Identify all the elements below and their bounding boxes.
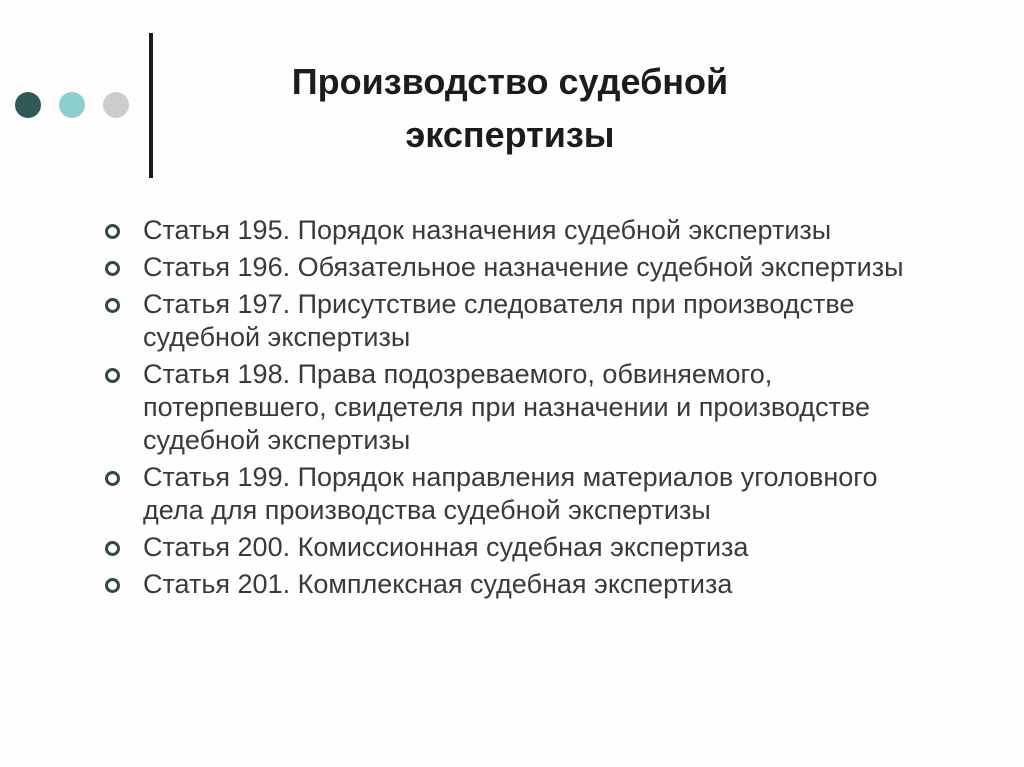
vertical-divider — [149, 33, 153, 178]
list-item-text: Статья 201. Комплексная судебная экспертиза — [143, 569, 733, 599]
dot-gray-icon — [103, 92, 129, 118]
bullet-ring-icon — [105, 471, 120, 486]
list-item-text: Статья 200. Комиссионная судебная экспертиза — [143, 532, 749, 562]
bullet-ring-icon — [105, 578, 120, 593]
bullet-ring-icon — [105, 541, 120, 556]
dot-dark-icon — [15, 92, 41, 118]
bullet-ring-icon — [105, 298, 120, 313]
bullet-ring-icon — [105, 368, 120, 383]
list-item — [103, 288, 943, 354]
list-item-text: Статья 195. Порядок назначения судебной экспертизы — [143, 215, 832, 245]
dot-teal-icon — [59, 92, 85, 118]
list-item — [103, 251, 943, 284]
list-item — [103, 461, 943, 527]
list-item — [103, 531, 943, 564]
list-item-text: Статья 197. Присутствие следователя при производстве судебной экспертизы — [143, 289, 855, 352]
bullet-ring-icon — [105, 224, 120, 239]
list-item-text: Статья 196. Обязательное назначение судебной экспертизы — [143, 252, 904, 282]
list-item — [103, 568, 943, 601]
bullet-ring-icon — [105, 261, 120, 276]
decorative-dots — [15, 92, 129, 118]
list-item — [103, 358, 943, 457]
slide-title: Производство судебной экспертизы — [291, 61, 729, 155]
list-item — [103, 214, 943, 247]
list-item-text: Статья 199. Порядок направления материалов уголовного дела для производства судебной экспертизы — [143, 462, 878, 525]
article-list — [103, 214, 983, 605]
list-item-text: Статья 198. Права подозреваемого, обвиняемого, потерпевшего, свидетеля при назначении и производстве судебной экспертизы — [143, 359, 870, 455]
